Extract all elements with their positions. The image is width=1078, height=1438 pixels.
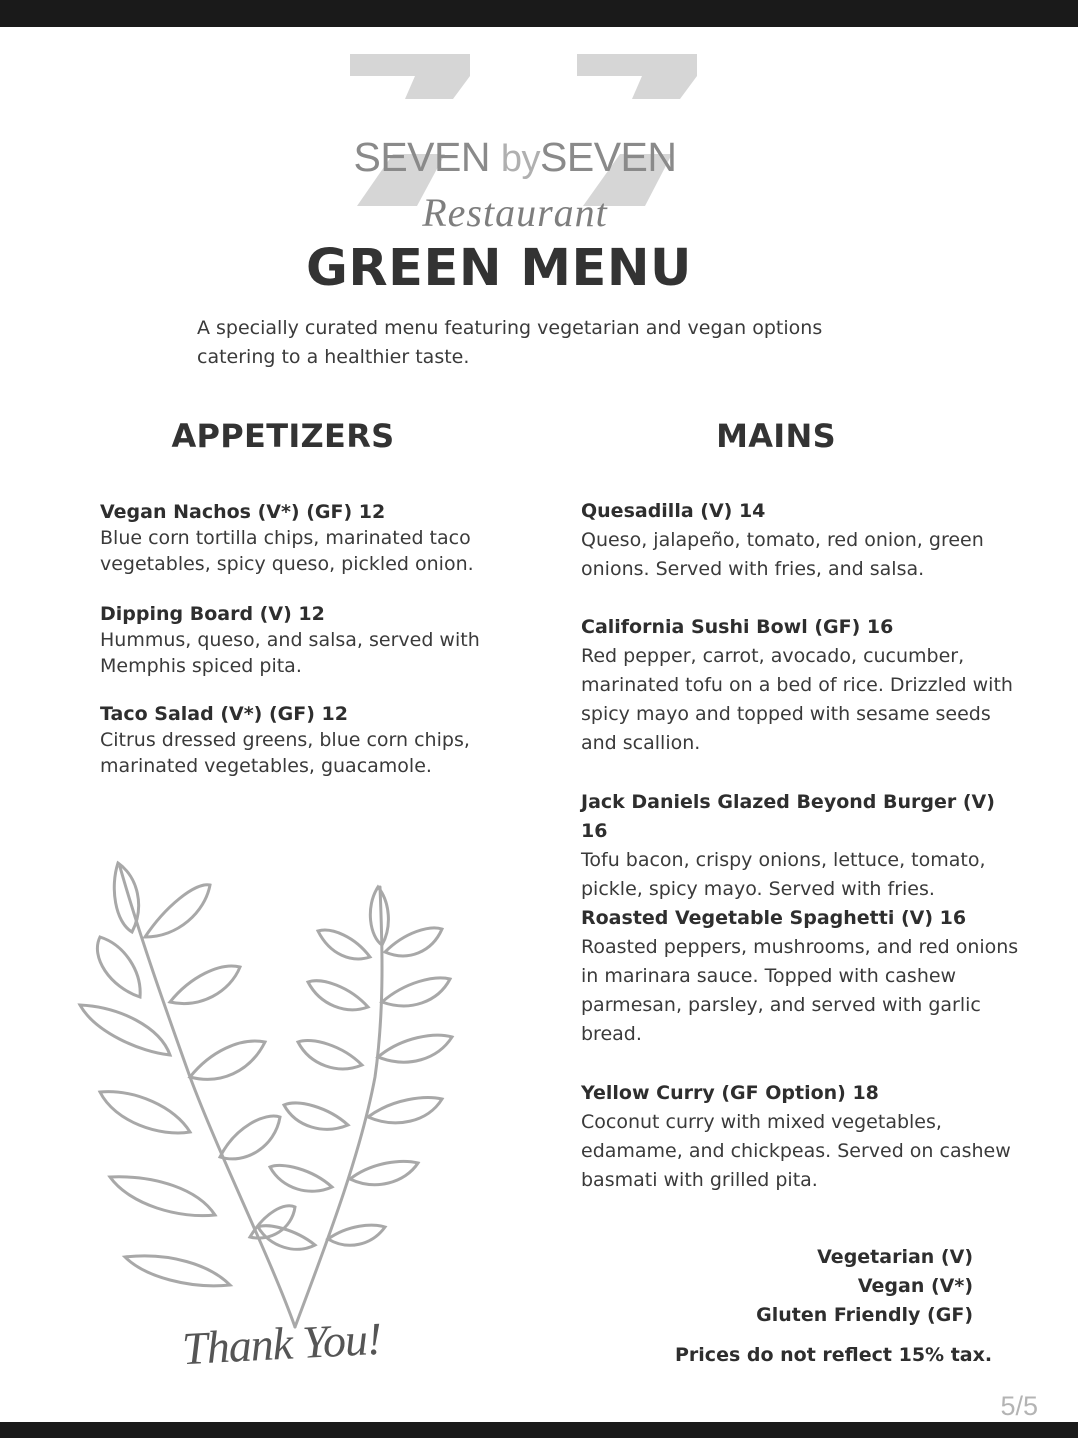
- logo-word-seven-b: SEVEN: [540, 134, 677, 180]
- tax-note: Prices do not reflect 15% tax.: [675, 1344, 993, 1366]
- dietary-legend: [756, 1243, 973, 1330]
- menu-item-california-sushi-bowl: [581, 613, 1021, 758]
- item-description: Queso, jalapeño, tomato, red onion, green onions. Served with fries, and salsa.: [581, 529, 984, 580]
- item-description: Coconut curry with mixed vegetables, edamame, and chickpeas. Served on cashew basmati with grilled pita.: [581, 1111, 1011, 1191]
- thank-you-signature: Thank You!: [180, 1312, 383, 1375]
- leaf-branches-illustration: [70, 827, 510, 1347]
- menu-item-taco-salad: [100, 701, 500, 779]
- item-description: Blue corn tortilla chips, marinated taco vegetables, spicy queso, pickled onion.: [100, 527, 474, 575]
- appetizers-heading: APPETIZERS: [171, 417, 395, 455]
- menu-item-yellow-curry: [581, 1079, 1021, 1195]
- item-name: Quesadilla (V) 14: [581, 500, 766, 522]
- item-description: Hummus, queso, and salsa, served with Memphis spiced pita.: [100, 629, 480, 677]
- item-description: Red pepper, carrot, avocado, cucumber, marinated tofu on a bed of rice. Drizzled with spicy mayo and topped with sesame seeds and scallion.: [581, 645, 1013, 754]
- legend-gluten-friendly: Gluten Friendly (GF): [756, 1304, 973, 1326]
- logo-wordmark: [345, 134, 685, 181]
- menu-item-beyond-burger: [581, 788, 1021, 904]
- menu-item-vegan-nachos: [100, 499, 500, 577]
- item-name: Taco Salad (V*) (GF) 12: [100, 703, 348, 725]
- menu-page: [0, 27, 1078, 1422]
- menu-intro: A specially curated menu featuring vegetarian and vegan options catering to a healthier taste.: [197, 317, 823, 368]
- item-description: Roasted peppers, mushrooms, and red onions in marinara sauce. Topped with cashew parmesan, parsley, and served with garlic bread.: [581, 936, 1019, 1045]
- item-name: Yellow Curry (GF Option) 18: [581, 1082, 879, 1104]
- item-name: Dipping Board (V) 12: [100, 603, 325, 625]
- logo-word-seven-a: SEVEN: [353, 134, 490, 180]
- legend-vegetarian: Vegetarian (V): [817, 1246, 973, 1268]
- legend-vegan: Vegan (V*): [857, 1275, 973, 1297]
- menu-item-roasted-vegetable-spaghetti: [581, 904, 1026, 1049]
- item-description: Tofu bacon, crispy onions, lettuce, tomato, pickle, spicy mayo. Served with fries.: [581, 849, 986, 900]
- page-number: 5/5: [1000, 1391, 1038, 1421]
- page-title: GREEN MENU: [306, 239, 692, 298]
- logo-word-by: by: [500, 138, 541, 180]
- menu-item-dipping-board: [100, 601, 500, 679]
- item-name: Vegan Nachos (V*) (GF) 12: [100, 501, 386, 523]
- mains-heading: MAINS: [716, 417, 836, 455]
- logo-subtitle: Restaurant: [422, 190, 608, 235]
- item-name: Jack Daniels Glazed Beyond Burger (V) 16: [581, 791, 995, 842]
- restaurant-logo: [345, 54, 705, 234]
- menu-item-quesadilla: [581, 497, 1021, 584]
- item-name: California Sushi Bowl (GF) 16: [581, 616, 894, 638]
- item-name: Roasted Vegetable Spaghetti (V) 16: [581, 907, 967, 929]
- item-description: Citrus dressed greens, blue corn chips, marinated vegetables, guacamole.: [100, 729, 470, 777]
